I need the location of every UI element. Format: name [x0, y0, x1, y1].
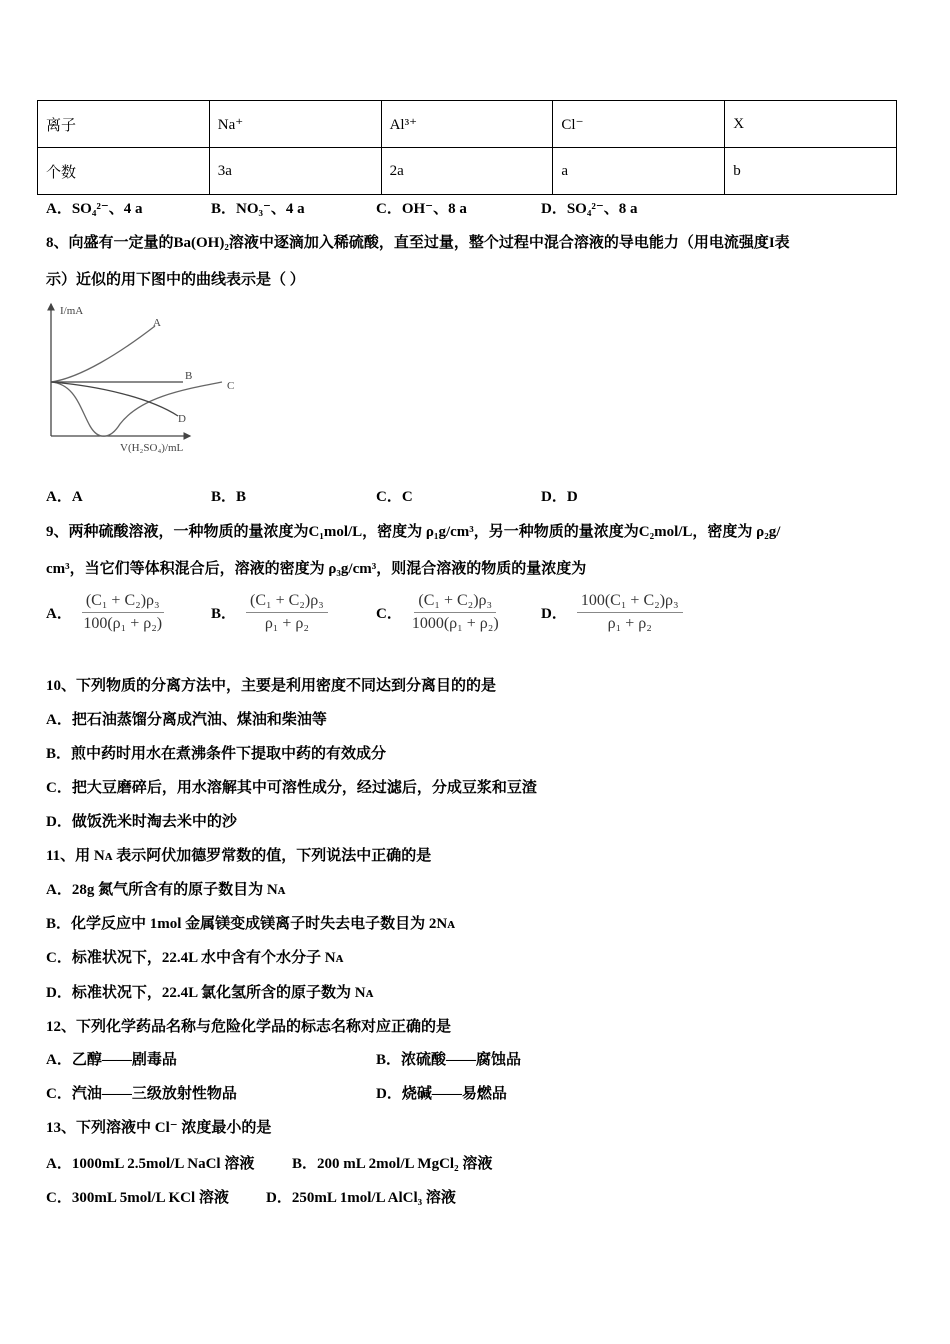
q7-option-d: D．SO₄²⁻、8 a: [541, 201, 638, 217]
curve-label-a: A: [153, 317, 161, 329]
q8-option-b: B．B: [211, 489, 247, 505]
q10-option-d: D．做饭洗米时淘去米中的沙: [46, 814, 237, 830]
q13-stem: 13、下列溶液中 Cl⁻ 浓度最小的是: [46, 1120, 272, 1136]
q12-stem: 12、下列化学药品名称与危险化学品的标志名称对应正确的是: [46, 1019, 452, 1035]
denominator: 100(ρ₁ + ρ₂): [83, 615, 163, 632]
table-cell: 3a: [209, 148, 381, 195]
formula: [246, 592, 328, 633]
q8-option-d: D．D: [541, 489, 578, 505]
q10-option-b: B．煎中药时用水在煮沸条件下提取中药的有效成分: [46, 746, 387, 762]
q9-option-c: [376, 592, 499, 633]
table-row: [38, 101, 897, 148]
y-axis-label: I/mA: [60, 305, 84, 317]
numerator: (C₁ + C₂)ρ₃: [246, 592, 328, 613]
curve-label-c: C: [227, 380, 235, 392]
q8-stem-line2: 示）近似的用下图中的曲线表示是（ ）: [46, 272, 305, 288]
table-cell: 个数: [38, 148, 210, 195]
q9-option-d: [541, 592, 683, 633]
q10-option-a: A．把石油蒸馏分离成汽油、煤油和柴油等: [46, 712, 327, 728]
curve-label-b: B: [185, 370, 193, 382]
numerator: (C₁ + C₂)ρ₃: [414, 592, 496, 613]
table-cell: X: [725, 101, 897, 148]
q11-option-b: B．化学反应中 1mol 金属镁变成镁离子时失去电子数目为 2Nᴀ: [46, 916, 456, 932]
ion-table: [37, 100, 897, 195]
x-axis-label: V(H₂SO₄)/mL: [120, 442, 184, 454]
curve-c: [51, 382, 222, 436]
q12-option-d: D．烧碱——易燃品: [376, 1086, 507, 1102]
q12-option-a: A．乙醇——剧毒品: [46, 1052, 177, 1068]
table-cell: Cl⁻: [553, 101, 725, 148]
formula: [82, 592, 164, 633]
table-cell: 离子: [38, 101, 210, 148]
denominator: 1000(ρ₁ + ρ₂): [411, 615, 499, 632]
q9-option-a: [46, 592, 164, 633]
table-cell: a: [553, 148, 725, 195]
table-cell: Na⁺: [209, 101, 381, 148]
table-cell: 2a: [381, 148, 553, 195]
q11-stem: 11、用 Nᴀ 表示阿伏加德罗常数的值，下列说法中正确的是: [46, 848, 432, 864]
denominator: ρ₁ + ρ₂: [607, 615, 652, 632]
q7-option-a: A．SO₄²⁻、4 a: [46, 201, 143, 217]
formula: [412, 592, 499, 633]
curve-label-d: D: [178, 413, 186, 425]
q8-option-a: A．A: [46, 489, 83, 505]
q11-option-d: D．标准状况下，22.4L 氯化氢所含的原子数为 Nᴀ: [46, 985, 374, 1001]
denominator: ρ₁ + ρ₂: [264, 615, 309, 632]
numerator: 100(C₁ + C₂)ρ₃: [577, 592, 683, 613]
q13-option-b: B．200 mL 2mol/L MgCl₂ 溶液: [292, 1156, 493, 1172]
table-cell: b: [725, 148, 897, 195]
q8-stem-line1: 8、向盛有一定量的Ba(OH)₂溶液中逐滴加入稀硫酸，直至过量，整个过程中混合溶液的导电能力（用电流强度I表: [46, 235, 790, 251]
q12-option-c: C．汽油——三级放射性物品: [46, 1086, 237, 1102]
option-label: C．: [376, 606, 402, 622]
q10-stem: 10、下列物质的分离方法中，主要是利用密度不同达到分离目的的是: [46, 678, 497, 694]
q9-stem-line2: cm³，当它们等体积混合后，溶液的密度为 ρ₃g/cm³，则混合溶液的物质的量浓度为: [46, 561, 587, 577]
option-label: B．: [211, 606, 237, 622]
q13-option-c: C．300mL 5mol/L KCl 溶液: [46, 1190, 229, 1206]
q13-option-a: A．1000mL 2.5mol/L NaCl 溶液: [46, 1156, 255, 1172]
option-label: D．: [541, 606, 567, 622]
q7-option-b: B．NO₃⁻、4 a: [211, 201, 305, 217]
q7-option-c: C．OH⁻、8 a: [376, 201, 467, 217]
q8-option-c: C．C: [376, 489, 413, 505]
curve-d: [51, 382, 178, 416]
q13-option-d: D．250mL 1mol/L AlCl₃ 溶液: [266, 1190, 456, 1206]
table-row: [38, 148, 897, 195]
q9-option-b: [211, 592, 328, 633]
q12-option-b: B．浓硫酸——腐蚀品: [376, 1052, 522, 1068]
q9-stem-line1: 9、两种硫酸溶液，一种物质的量浓度为C₁mol/L，密度为 ρ₁g/cm³，另一种物质的量浓度为C₂mol/L，密度为 ρ₂g/: [46, 524, 781, 540]
q11-option-a: A．28g 氮气所含有的原子数目为 Nᴀ: [46, 882, 286, 898]
q10-option-c: C．把大豆磨碎后，用水溶解其中可溶性成分，经过滤后，分成豆浆和豆渣: [46, 780, 537, 796]
option-label: A．: [46, 606, 72, 622]
q11-option-c: C．标准状况下，22.4L 水中含有个水分子 Nᴀ: [46, 950, 344, 966]
table-cell: Al³⁺: [381, 101, 553, 148]
formula: [577, 592, 683, 633]
conductivity-graph: [40, 298, 250, 458]
numerator: (C₁ + C₂)ρ₃: [82, 592, 164, 613]
curve-a: [51, 326, 155, 382]
